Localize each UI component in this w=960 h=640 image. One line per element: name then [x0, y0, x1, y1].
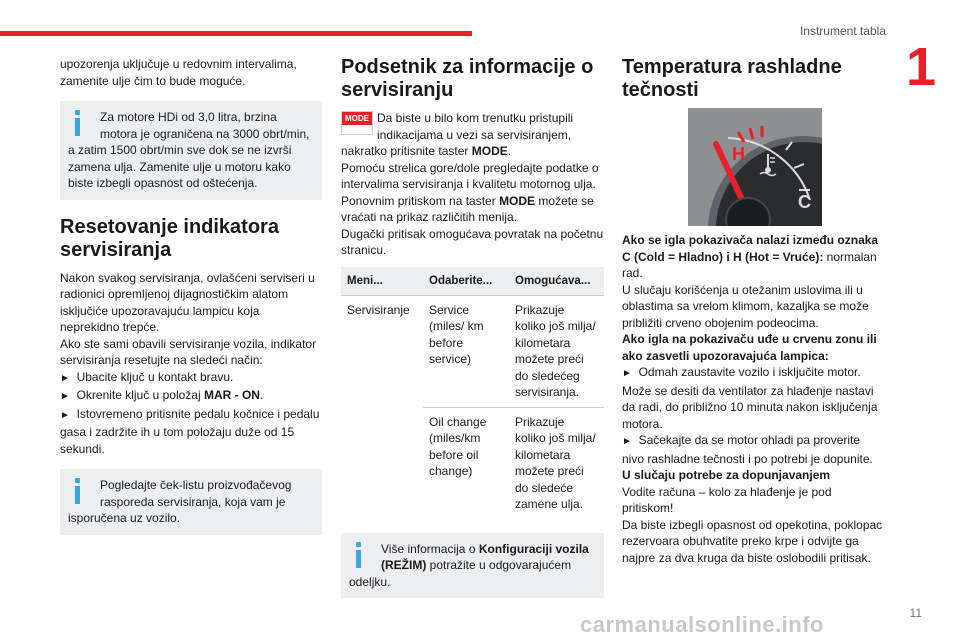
column-header: Odaberite...	[423, 267, 509, 296]
paragraph: Može se desiti da ventilator za hlađenje nastavi da radi, do približno 10 minuta nakon isključenja motora.	[622, 383, 878, 431]
table-cell: Servisiranje	[347, 302, 410, 317]
column-header: Omogućava...	[509, 267, 604, 296]
coolant-gauge-image	[688, 108, 822, 226]
paragraph: Nakon svakog servisiranja, ovlašćeni serviseri u radionici opremljenoj dijagnostičkim alatom isključiće upozoravajuću lampicu koja neprekidno trepće.	[60, 270, 315, 334]
service-menu-table	[341, 267, 604, 519]
section-heading: Podsetnik za informacije o servisiranju	[341, 56, 594, 101]
paragraph: Ako ste sami obavili servisiranje vozila, indikator servisiranja resetujte na sledeći način:	[60, 336, 317, 367]
section-heading: Resetovanje indikatora servisiranja	[60, 215, 279, 261]
gauge-hot-label: H	[732, 144, 745, 164]
page-number: 11	[909, 606, 922, 620]
mode-button-icon: MODE	[341, 111, 373, 135]
table-cell: Service (miles/ km before service)	[429, 302, 484, 366]
gauge-cold-label: C	[798, 192, 811, 212]
info-icon	[72, 110, 82, 136]
info-note: Više informacija o Konfiguraciji vozila (REŽIM) potražite u odgovarajućem odeljku.	[341, 533, 604, 599]
table-cell: Prikazuje koliko još milja/ kilometara možete preći do sledećeg servisiranja.	[515, 302, 596, 399]
arrow-bullet-icon: ►	[60, 391, 70, 402]
intro-text: upozorenja uključuje u redovnim intervalima, zamenite ulje čim to bude moguće.	[60, 57, 297, 88]
paragraph: Pomoću strelica gore/dole pregledajte podatke o intervalima servisiranja i kvalitetu motornog ulja.	[341, 160, 599, 191]
info-icon	[72, 478, 82, 504]
bullet-item: ► Odmah zaustavite vozilo i isključite motor.	[622, 365, 861, 379]
column-right	[622, 56, 884, 102]
note-text: Pogledajte ček-listu proizvođačevog rasporeda servisiranja, koja vam je isporučena uz vozilo.	[68, 478, 292, 525]
paragraph: Da biste izbegli opasnost od opekotina, poklopac rezervoara obuhvatite preko krpe i odvijte ga najpre za dva kruga da biste oslobodili pritisak.	[622, 517, 883, 565]
header-accent-bar	[0, 31, 472, 36]
info-note	[60, 469, 322, 535]
table-row	[341, 295, 604, 407]
bullet-item: ► Okrenite ključ u položaj MAR - ON.	[60, 388, 264, 402]
section-title: Instrument tabla	[799, 24, 886, 38]
info-note	[60, 101, 322, 200]
column-left	[60, 56, 322, 535]
table-cell: Prikazuje koliko još milja/ kilometara možete preći do sledeće zamene ulja.	[509, 407, 604, 519]
arrow-bullet-icon: ►	[622, 436, 632, 447]
bullet-item: ► Istovremeno pritisnite pedalu kočnice i pedalu gasa i zadržite ih u tom položaju duže od 15 sekundi.	[60, 406, 320, 456]
table-cell	[341, 407, 423, 519]
paragraph: MODE Da biste u bilo kom trenutku pristupili indikacijama u vezi sa servisiranjem, nakratko pritisnite taster MODE.	[341, 111, 574, 158]
bullet-item: ► Sačekajte da se motor ohladi pa proverite nivo rashladne tečnosti i po potrebi je dopunite.	[622, 433, 873, 466]
note-text: Za motore HDi od 3,0 litra, brzina motora je ograničena na 3000 obrt/min, a zatim 1500 obrt/min sve dok se ne izvrši zamena ulja. Zamenite ulje u motoru kako biste izbegli opasnost od oštećenja.	[68, 110, 310, 190]
watermark: carmanualsonline.info	[580, 612, 824, 637]
column-middle	[341, 56, 604, 598]
paragraph: Vodite računa – kolo za hlađenje je pod pritiskom!	[622, 484, 832, 515]
paragraph: U slučaju potrebe za dopunjavanjem	[622, 468, 831, 482]
arrow-bullet-icon: ►	[60, 409, 70, 421]
bullet-item: ► Ubacite ključ u kontakt bravu.	[60, 369, 234, 384]
column-header: Meni...	[341, 267, 423, 296]
paragraph: U slučaju korišćenja u otežanim uslovima ili u oblastima sa vrelom klimom, kazaljka se može približiti crveno obojenim podeocima.	[622, 282, 869, 330]
info-icon	[353, 542, 363, 568]
paragraph: Ako igla na pokazivaču uđe u crvenu zonu ili ako zasvetli upozoravajuća lampica:	[622, 332, 877, 363]
table-header-row	[341, 267, 604, 296]
table-cell: Oil change (miles/km before oil change)	[423, 407, 509, 519]
section-heading: Temperatura rashladne tečnosti	[622, 56, 842, 101]
chapter-number: 1	[906, 37, 937, 97]
table-row	[341, 407, 604, 519]
arrow-bullet-icon: ►	[60, 372, 70, 384]
arrow-bullet-icon: ►	[622, 368, 632, 379]
paragraph: Dugački pritisak omogućava povratak na početnu stranicu.	[341, 226, 604, 257]
column-right-text	[622, 232, 884, 566]
paragraph: Ponovnim pritiskom na taster MODE možete se vraćati na prikaz različitih menija.	[341, 193, 594, 224]
paragraph: Ako se igla pokazivača nalazi između oznaka C (Cold = Hladno) i H (Hot = Vruće): normalan rad.	[622, 233, 879, 280]
